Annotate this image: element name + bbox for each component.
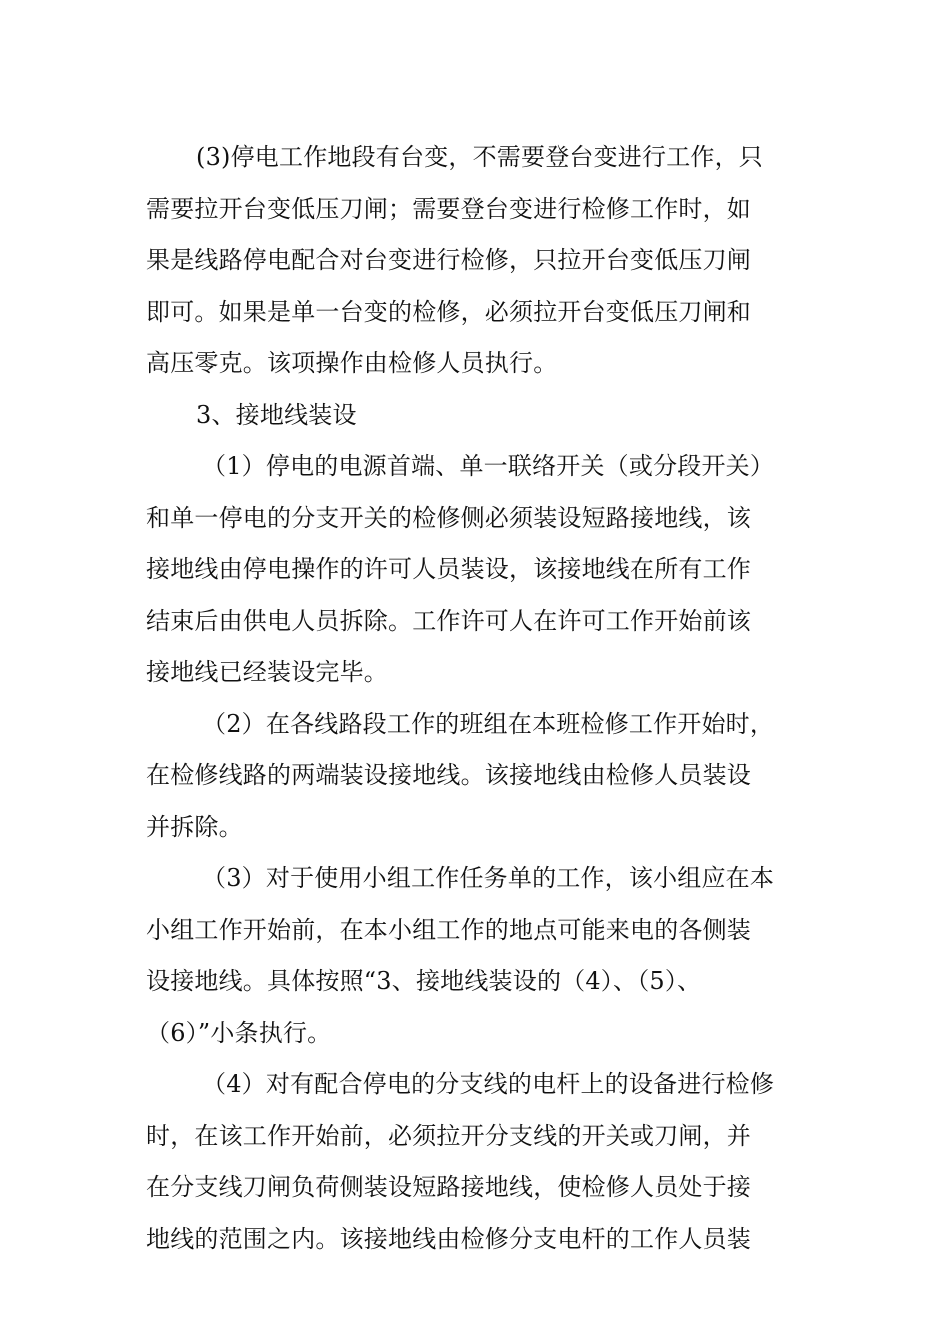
paragraph-g3-line-1: （3）对于使用小组工作任务单的工作，该小组应在本 — [202, 864, 775, 892]
paragraph-g4-line-1: （4）对有配合停电的分支线的电杆上的设备进行检修 — [202, 1070, 775, 1098]
paragraph-3-line-4: 即可。如果是单一台变的检修，必须拉开台变低压刀闸和 — [146, 297, 751, 326]
paragraph-3-line-2: 需要拉开台变低压刀闸；需要登台变进行检修工作时，如 — [146, 194, 751, 223]
paragraph-3-line-1: (3)停电工作地段有台变，不需要登台变进行工作，只 — [196, 143, 763, 171]
paragraph-g3-line-4: （6）”小条执行。 — [146, 1018, 332, 1047]
paragraph-g4-line-3: 在分支线刀闸负荷侧装设短路接地线，使检修人员处于接 — [146, 1173, 751, 1201]
paragraph-g4-line-2: 时，在该工作开始前，必须拉开分支线的开关或刀闸，并 — [146, 1121, 751, 1150]
paragraph-g1-line-3: 接地线由停电操作的许可人员装设，该接地线在所有工作 — [146, 555, 751, 583]
paragraph-g1-line-2: 和单一停电的分支开关的检修侧必须装设短路接地线，该 — [146, 503, 751, 532]
section-heading-grounding: 3、接地线装设 — [196, 400, 357, 429]
paragraph-g4-line-4: 地线的范围之内。该接地线由检修分支电杆的工作人员装 — [146, 1224, 751, 1253]
document-body — [146, 132, 806, 1265]
paragraph-g1-line-4: 结束后由供电人员拆除。工作许可人在许可工作开始前该 — [146, 606, 751, 635]
paragraph-g3-line-3: 设接地线。具体按照“3、接地线装设的（4）、（5）、 — [146, 967, 702, 995]
paragraph-3-line-3: 果是线路停电配合对台变进行检修，只拉开台变低压刀闸 — [146, 246, 751, 274]
paragraph-g1-line-1: （1）停电的电源首端、单一联络开关（或分段开关） — [202, 452, 775, 480]
paragraph-3-line-5: 高压零克。该项操作由检修人员执行。 — [146, 349, 558, 377]
paragraph-g2-line-2: 在检修线路的两端装设接地线。该接地线由检修人员装设 — [146, 761, 751, 789]
paragraph-g2-line-3: 并拆除。 — [146, 812, 243, 841]
paragraph-g2-line-1: （2）在各线路段工作的班组在本班检修工作开始时， — [202, 709, 775, 738]
paragraph-g3-line-2: 小组工作开始前，在本小组工作的地点可能来电的各侧装 — [146, 915, 751, 944]
paragraph-g1-line-5: 接地线已经装设完毕。 — [146, 658, 388, 686]
